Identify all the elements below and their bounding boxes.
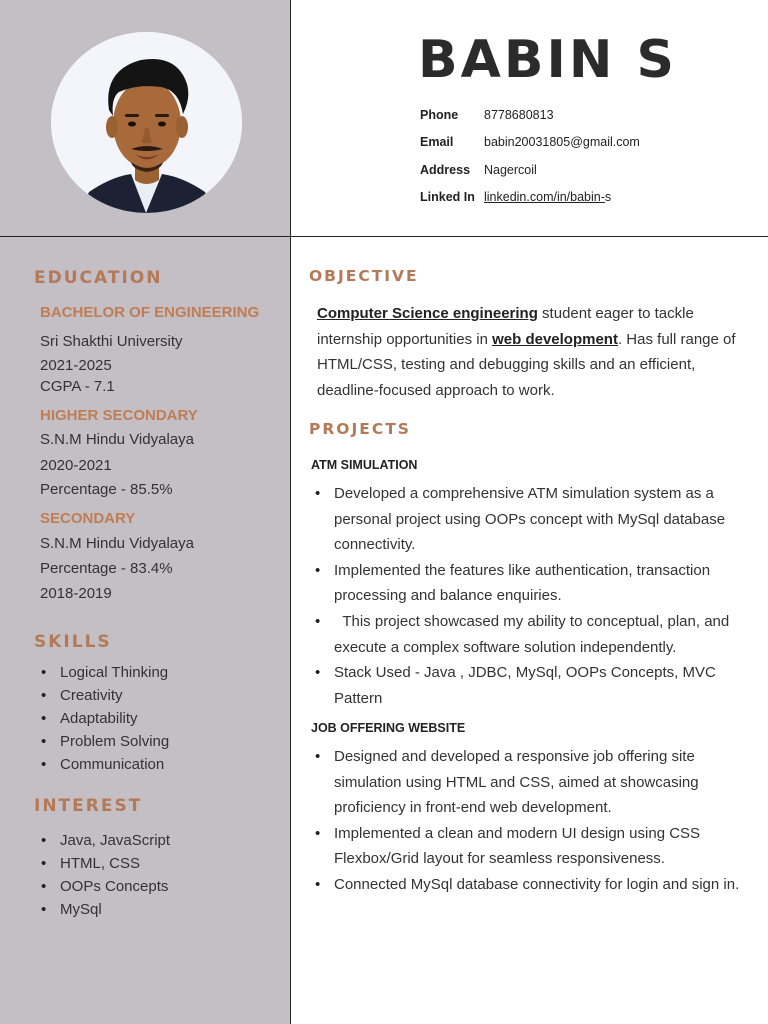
- higher-secondary-title: HIGHER SECONDARY: [40, 407, 198, 424]
- project-bullet: • Stack Used - Java , JDBC, MySql, OOPs Concepts, MVC Pattern: [334, 660, 744, 711]
- skill-item: • Logical Thinking: [60, 661, 169, 684]
- phone-value: 8778680813: [484, 108, 554, 122]
- project-bullet: • Implemented a clean and modern UI design using CSS Flexbox/Grid layout for seamless responsiveness.: [334, 821, 744, 872]
- secondary-line: Percentage - 83.4%: [40, 560, 173, 577]
- secondary-line: 2018-2019: [40, 585, 112, 602]
- objective-text: [317, 301, 742, 403]
- linkedin-value: [484, 189, 611, 205]
- higher-secondary-line: S.N.M Hindu Vidyalaya: [40, 431, 194, 448]
- interest-item: • Java, JavaScript: [60, 829, 170, 852]
- project-atm-bullets: [334, 481, 744, 711]
- interest-item: • HTML, CSS: [60, 852, 170, 875]
- profile-photo: [51, 32, 242, 213]
- project-job-bullets: [334, 744, 744, 898]
- interest-item: • MySql: [60, 898, 170, 921]
- projects-heading: PROJECTS: [309, 420, 411, 438]
- skills-heading: SKILLS: [34, 632, 112, 652]
- project-bullet: • Developed a comprehensive ATM simulation system as a personal project using OOPs concept with MySql database connectivity.: [334, 481, 744, 558]
- project-bullet: [334, 609, 744, 660]
- linkedin-suffix: s: [604, 190, 612, 204]
- horizontal-divider: [0, 236, 768, 237]
- vertical-divider: [290, 0, 291, 1024]
- email-label: Email: [420, 135, 454, 149]
- interest-list: [60, 829, 170, 921]
- degree-line: 2021-2025: [40, 357, 112, 374]
- secondary-title: SECONDARY: [40, 510, 136, 527]
- skill-item: • Creativity: [60, 684, 169, 707]
- address-value: Nagercoil: [484, 163, 537, 177]
- objective-link-cse[interactable]: Computer Science engineering: [317, 305, 538, 322]
- project-bullet: • Implemented the features like authentication, transaction processing and balance enquiries.: [334, 558, 744, 609]
- skills-list: [60, 661, 169, 776]
- higher-secondary-line: 2020-2021: [40, 457, 112, 474]
- phone-label: Phone: [420, 108, 459, 122]
- secondary-line: S.N.M Hindu Vidyalaya: [40, 535, 194, 552]
- project-bullet: • Designed and developed a responsive job offering site simulation using HTML and CSS, aimed at showcasing proficiency in front-end web development.: [334, 744, 744, 821]
- project-title-atm: ATM SIMULATION: [311, 458, 418, 472]
- degree-title: BACHELOR OF ENGINEERING: [40, 304, 260, 321]
- project-bullet: • Connected MySql database connectivity for login and sign in.: [334, 872, 744, 898]
- address-label: Address: [420, 163, 471, 177]
- education-heading: EDUCATION: [34, 268, 163, 288]
- candidate-name: BABIN S: [418, 30, 677, 90]
- objective-link-webdev[interactable]: web development: [492, 330, 618, 348]
- skill-item: • Communication: [60, 753, 169, 776]
- linkedin-link[interactable]: linkedin.com/in/babin-: [484, 190, 605, 204]
- interest-heading: INTEREST: [34, 796, 143, 816]
- project-title-job: JOB OFFERING WEBSITE: [311, 721, 466, 735]
- email-value: babin20031805@gmail.com: [484, 135, 640, 149]
- objective-heading: OBJECTIVE: [309, 267, 419, 285]
- degree-line: CGPA - 7.1: [40, 378, 115, 395]
- higher-secondary-line: Percentage - 85.5%: [40, 481, 173, 498]
- degree-line: Sri Shakthi University: [40, 333, 183, 350]
- portrait-illustration: [51, 32, 242, 213]
- linkedin-label: Linked In: [420, 190, 475, 204]
- interest-item: • OOPs Concepts: [60, 875, 170, 898]
- skill-item: • Problem Solving: [60, 730, 169, 753]
- project-bullet-text: This project showcased my ability to conceptual, plan, and execute a complex software solution independently.: [334, 612, 734, 656]
- objective-text-part: student eager to tackle internship opportunities in: [317, 305, 694, 348]
- skill-item: • Adaptability: [60, 707, 169, 730]
- objective-text-part: . Has full range of HTML/CSS, testing and debugging skills and an efficient, deadline-focused approach to work.: [317, 330, 736, 399]
